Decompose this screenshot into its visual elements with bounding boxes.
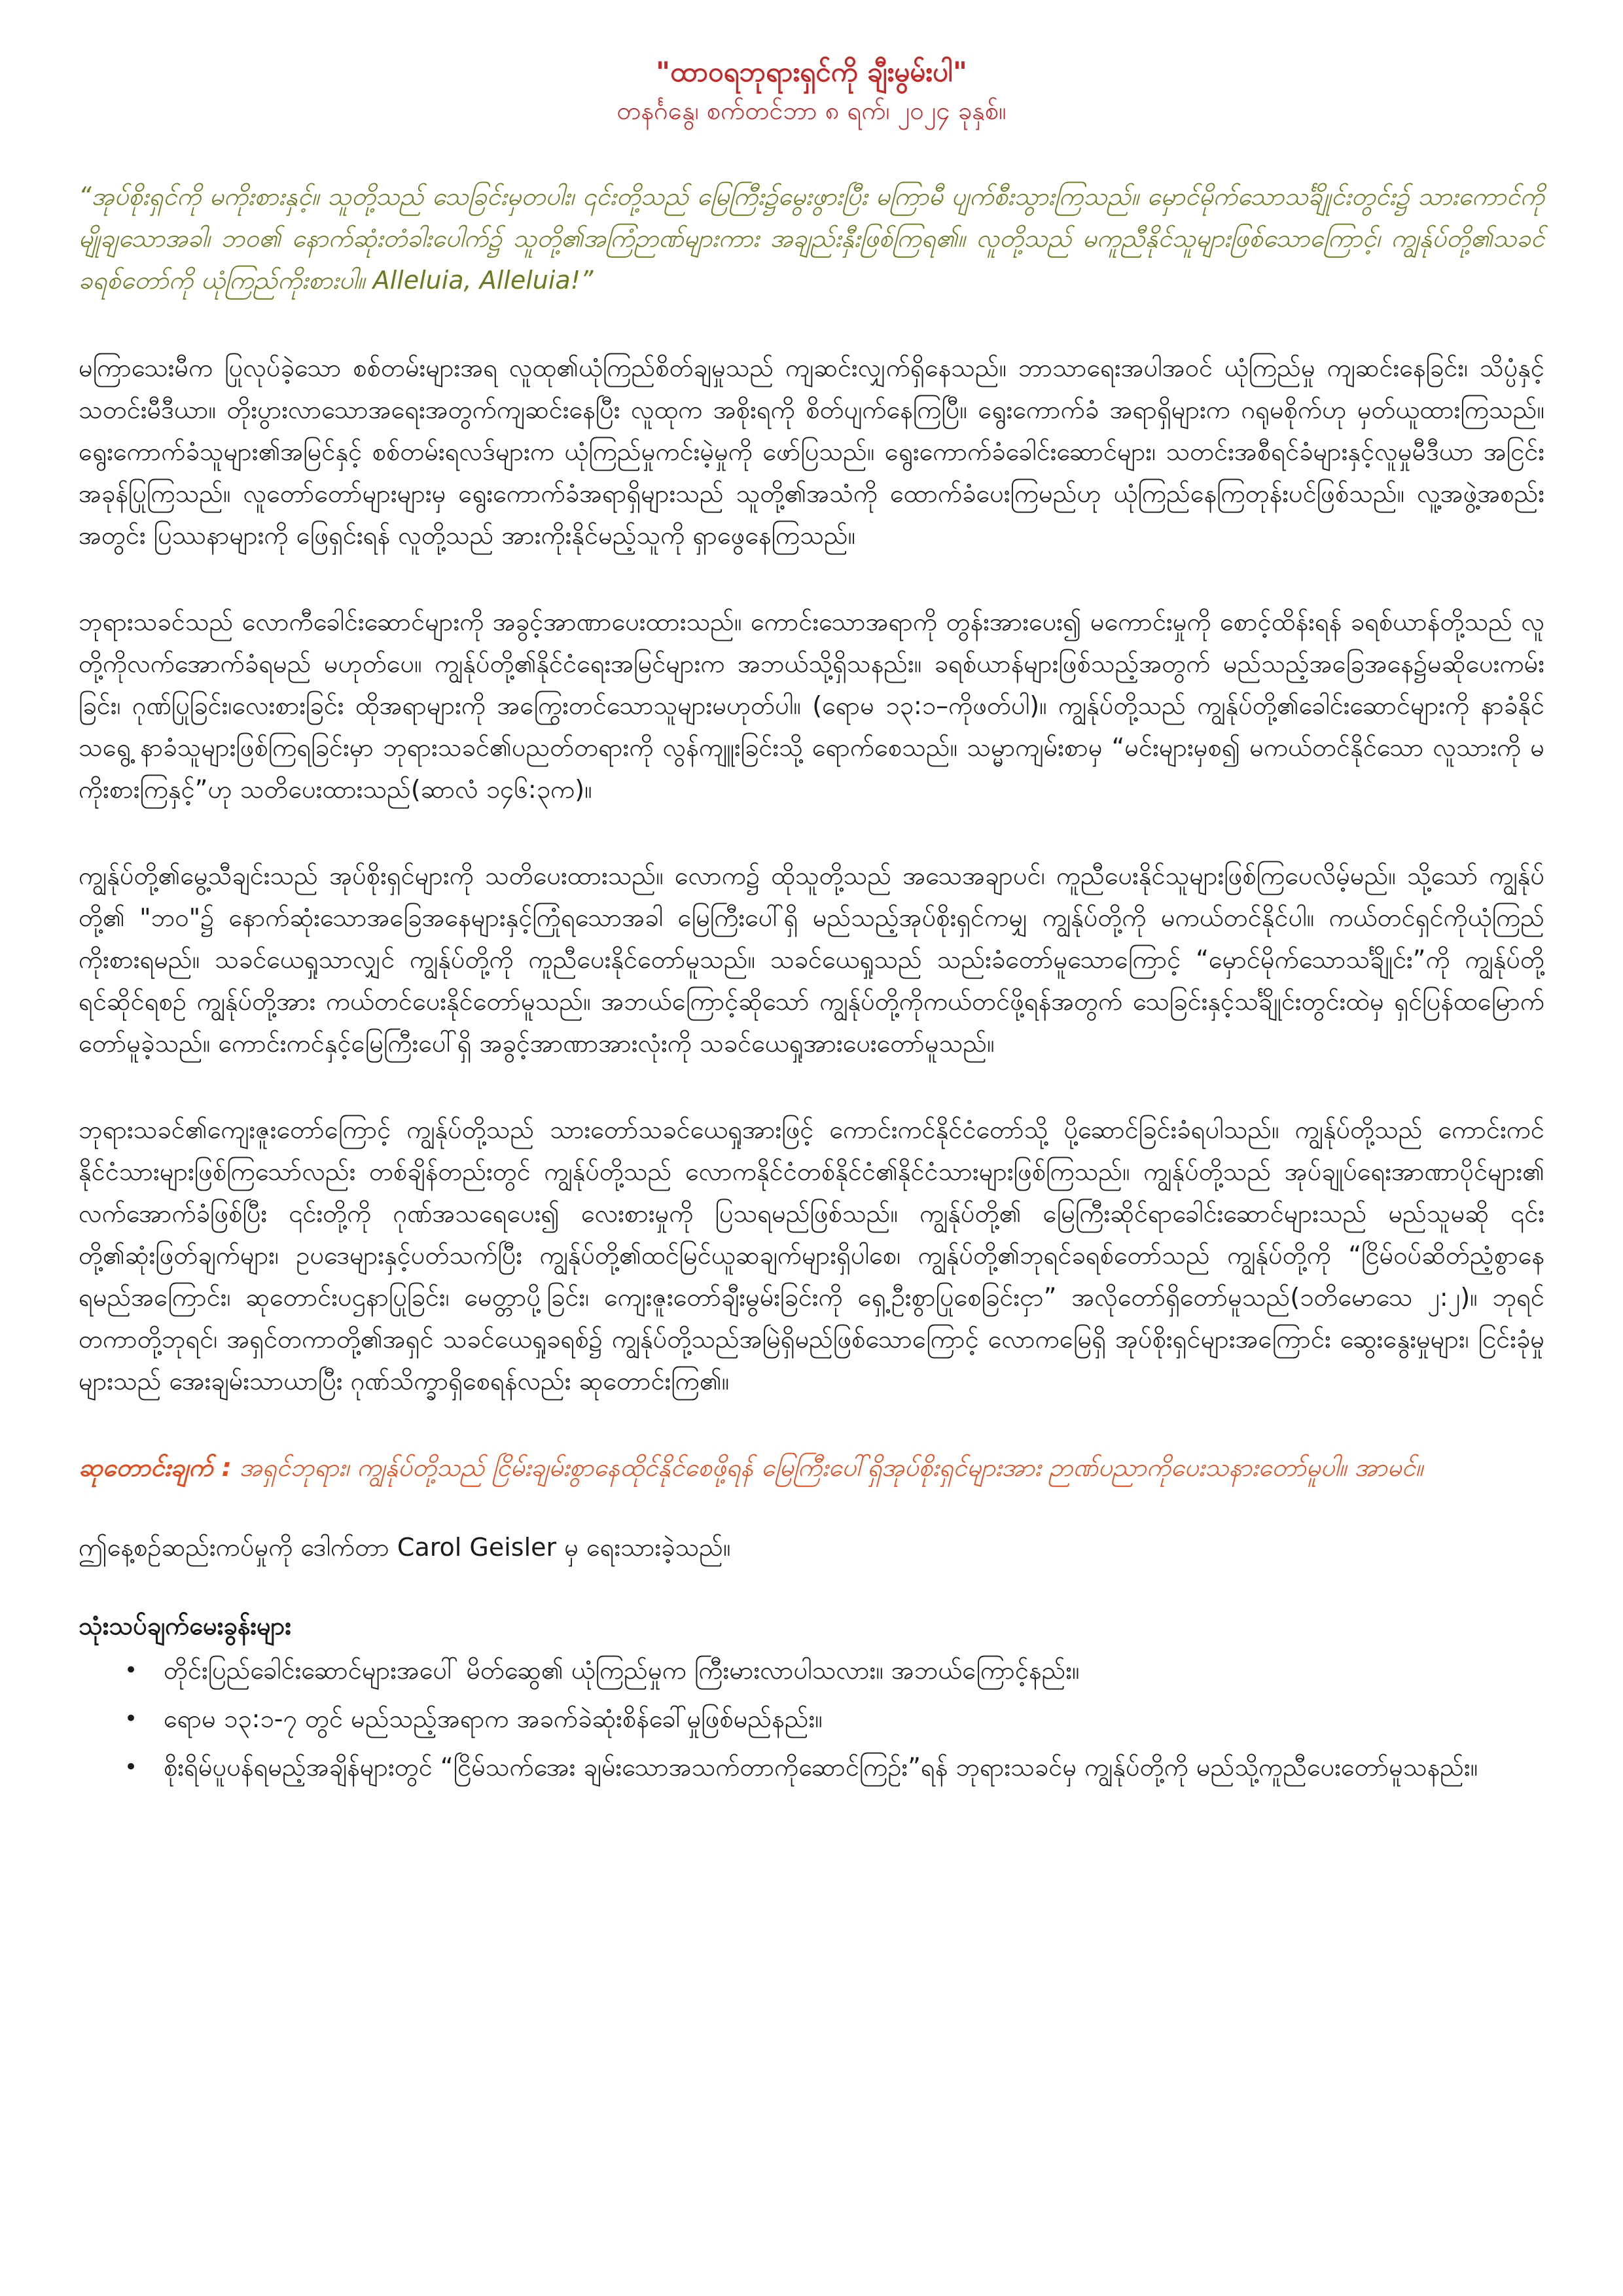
questions-title: သုံးသပ်ချက်မေးခွန်းများ	[79, 1611, 292, 1640]
bullet-icon: •	[124, 1657, 138, 1683]
bullet-icon: •	[124, 1754, 138, 1780]
question-text: တိုင်းပြည်ခေါင်းဆောင်များအပေါ် မိတ်ဆွေ၏ ယုံကြည်မှုက ကြီးမားလာပါသလား။ အဘယ်ကြောင့်နည်း။	[164, 1656, 1080, 1685]
question-item	[124, 1699, 1544, 1738]
prayer-text: အရှင်ဘုရား၊ ကျွန်ုပ်တို့သည် ငြိမ်းချမ်းစွာနေထိုင်နိုင်စေဖို့ရန် မြေကြီးပေါ်ရှိအုပ်စိုးရှင်များအား ဉာဏ်ပညာကိုပေးသနားတော်မူပါ။ အာမင်။	[231, 1453, 1423, 1482]
scripture-quote: “အုပ်စိုးရှင်ကို မကိုးစားနှင့်။ သူတို့သည် သေခြင်းမှတပါး၊ ၎င်းတို့သည် မြေကြီး၌မွေးဖွားပြီး မကြာမီ ပျက်စီးသွားကြသည်။ မှောင်မိုက်သောသင်္ချိုင်းတွင်း၌ သားကောင်ကို မျိုချသောအခါ၊ ဘဝ၏ နောက်ဆုံးတံခါးပေါက်၌ သူတို့၏အကြံဉာဏ်များကား အချည်းနှီးဖြစ်ကြရ၏။ လူတို့သည် မကူညီနိုင်သူများဖြစ်သောကြောင့်၊ ကျွန်ုပ်တို့၏သခင်ခရစ်တော်ကို ယုံကြည်ကိုးစားပါ။ Alleluia, Alleluia!”	[79, 182, 1544, 295]
author-note: ဤနေ့စဉ်ဆည်းကပ်မှုကို ဒေါက်တာ Carol Geisler မှ ရေးသားခဲ့သည်။	[79, 1533, 731, 1562]
body-paragraph-4: ဘုရားသခင်၏ကျေးဇူးတော်ကြောင့် ကျွန်ုပ်တို့သည် သားတော်သခင်ယေရှုအားဖြင့် ကောင်းကင်နိုင်ငံတော်သို့ ပို့ဆောင်ခြင်းခံရပါသည်။ ကျွန်ုပ်တို့သည် ကောင်းကင်နိုင်ငံသားများဖြစ်ကြသော်လည်း တစ်ချိန်တည်းတွင် ကျွန်ုပ်တို့သည် လောကနိုင်ငံတစ်နိုင်ငံ၏နိုင်ငံသားများဖြစ်ကြသည်။ ကျွန်ုပ်တို့သည် အုပ်ချုပ်ရေးအာဏာပိုင်များ၏ လက်အောက်ခံဖြစ်ပြီး ၎င်းတို့ကို ဂုဏ်အသရေပေး၍ လေးစားမှုကို ပြသရမည်ဖြစ်သည်။ ကျွန်ုပ်တို့၏ မြေကြီးဆိုင်ရာခေါင်းဆောင်များသည် မည်သူမဆို ၎င်းတို့၏ဆုံးဖြတ်ချက်များ၊ ဥပဒေများနှင့်ပတ်သက်ပြီး ကျွန်ုပ်တို့၏ထင်မြင်ယူဆချက်များရှိပါစေ၊ ကျွန်ုပ်တို့၏ဘုရင်ခရစ်တော်သည် ကျွန်ုပ်တို့ကို “ငြိမ်ဝပ်ဆိတ်ညံ့စွာနေရမည်အကြောင်း၊ ဆုတောင်းပဌနာပြုခြင်း၊ မေတ္တာပို့ခြင်း၊ ကျေးဇူးတော်ချီးမွမ်းခြင်းကို ရှေ့ဦးစွာပြုစေခြင်းငှာ” အလိုတော်ရှိတော်မူသည်(၁တိမောသေ ၂:၂)။ ဘုရင်တကာတို့ဘုရင်၊ အရှင်တကာတို့၏အရှင် သခင်ယေရှုခရစ်၌ ကျွန်ုပ်တို့သည်အမြဲရှိမည်ဖြစ်သောကြောင့် လောကမြေရှိ အုပ်စိုးရှင်များအကြောင်း ဆွေးနွေးမှုများ၊ ငြင်းခုံမှုများသည် အေးချမ်းသာယာပြီး ဂုဏ်သိက္ခာရှိစေရန်လည်း ဆုတောင်းကြ၏။	[79, 1115, 1544, 1395]
prayer-label: ဆုတောင်းချက် :	[79, 1453, 232, 1482]
question-text: စိုးရိမ်ပူပန်ရမည့်အချိန်များတွင် “ငြိမ်သက်အေး ချမ်းသောအသက်တာကိုဆောင်ကြဉ်း”ရန် ဘုရားသခင်မှ ကျွန်ုပ်တို့ကို မည်သို့ကူညီပေးတော်မူသနည်း။	[164, 1753, 1478, 1782]
question-text: ရောမ ၁၃:၁-၇ တွင် မည်သည့်အရာက အခက်ခဲဆုံးစိန်ခေါ်မှုဖြစ်မည်နည်း။	[164, 1704, 823, 1733]
bullet-icon: •	[124, 1706, 138, 1732]
questions-list	[79, 1651, 1544, 1787]
body-paragraph-2: ဘုရားသခင်သည် လောကီခေါင်းဆောင်များကို အခွင့်အာဏာပေးထားသည်။ ကောင်းသောအရာကို တွန်းအားပေး၍ မကောင်းမှုကို စောင့်ထိန်းရန် ခရစ်ယာန်တို့သည် လူတို့ကိုလက်အောက်ခံရမည် မဟုတ်ပေ။ ကျွန်ုပ်တို့၏နိုင်ငံရေးအမြင်များက အဘယ်သို့ရှိသနည်း။ ခရစ်ယာန်များဖြစ်သည့်အတွက် မည်သည့်အခြေအနေ၌မဆိုပေးကမ်းခြင်း၊ ဂုဏ်ပြုခြင်း၊လေးစားခြင်း ထိုအရာများကို အကြွေးတင်သောသူများမဟုတ်ပါ။ (ရောမ ၁၃:၁–ကိုဖတ်ပါ)။ ကျွန်ုပ်တို့သည် ကျွန်ုပ်တို့၏ခေါင်းဆောင်များကို နာခံနိုင်သရွေ့ နာခံသူများဖြစ်ကြရခြင်းမှာ ဘုရားသခင်၏ပညတ်တရားကို လွန်ကျူးခြင်းသို့ ရောက်စေသည်။ သမ္မာကျမ်းစာမှ “မင်းများမှစ၍ မကယ်တင်နိုင်သော လူသားကို မကိုးစားကြနှင့်”ဟု သတိပေးထားသည်(ဆာလံ ၁၄၆:၃က)။	[79, 607, 1544, 804]
question-item	[124, 1748, 1544, 1787]
page-title: "ထာဝရဘုရားရှင်ကို ချီးမွမ်းပါ"	[656, 56, 967, 88]
body-paragraph-3: ကျွန်ုပ်တို့၏မွေ့သီချင်းသည် အုပ်စိုးရှင်များကို သတိပေးထားသည်။ လောက၌ ထိုသူတို့သည် အသေအချာပင်၊ ကူညီပေးနိုင်သူများဖြစ်ကြပေလိမ့်မည်။ သို့သော် ကျွန်ုပ်တို့၏ "ဘဝ"၌ နောက်ဆုံးသောအခြေအနေများနှင့်ကြုံရသောအခါ မြေကြီးပေါ်ရှိ မည်သည့်အုပ်စိုးရှင်ကမျှ ကျွန်ုပ်တို့ကို မကယ်တင်နိုင်ပါ။ ကယ်တင်ရှင်ကိုယုံကြည်ကိုးစားရမည်။ သခင်ယေရှုသာလျှင် ကျွန်ုပ်တို့ကို ကူညီပေးနိုင်တော်မူသည်။ သခင်ယေရှုသည် သည်းခံတော်မူသောကြောင့် “မှောင်မိုက်သောသင်္ချိုင်း”ကို ကျွန်ုပ်တို့ရင်ဆိုင်ရစဉ် ကျွန်ုပ်တို့အား ကယ်တင်ပေးနိုင်တော်မူသည်။ အဘယ်ကြောင့်ဆိုသော် ကျွန်ုပ်တို့ကိုကယ်တင်ဖို့ရန်အတွက် သေခြင်းနှင့်သင်္ချိုင်းတွင်းထဲမှ ရှင်ပြန်ထမြောက်တော်မူခဲ့သည်။ ကောင်းကင်နှင့်မြေကြီးပေါ်ရှိ အခွင့်အာဏာအားလုံးကို သခင်ယေရှုအားပေးတော်မူသည်။	[79, 861, 1544, 1058]
prayer	[79, 1446, 1544, 1488]
question-item	[124, 1651, 1544, 1690]
date-line: တနင်္ဂနွေ၊ စက်တင်ဘာ ၈ ရက်၊ ၂၀၂၄ ခုနှစ်။	[616, 96, 1007, 125]
body-paragraph-1: မကြာသေးမီက ပြုလုပ်ခဲ့သော စစ်တမ်းများအရ လူထု၏ယုံကြည်စိတ်ချမှုသည် ကျဆင်းလျှက်ရှိနေသည်။ ဘာသာရေးအပါအဝင် ယုံကြည်မှု ကျဆင်းနေခြင်း၊ သိပ္ပံနှင့်သတင်းမီဒီယာ။ တိုးပွားလာသောအရေးအတွက်ကျဆင်းနေပြီး လူထုက အစိုးရကို စိတ်ပျက်နေကြပြီ။ ရွေးကောက်ခံ အရာရှိများက ဂရုမစိုက်ဟု မှတ်ယူထားကြသည်။ ရွေးကောက်ခံသူများ၏အမြင်နှင့် စစ်တမ်းရလဒ်များက ယုံကြည်မှုကင်းမဲ့မှုကို ဖော်ပြသည်။ ရွေးကောက်ခံခေါင်းဆောင်များ၊ သတင်းအစီရင်ခံများနှင့်လူမှုမီဒီယာ အငြင်းအခုန်ပြုကြသည်။ လူတော်တော်များများမှ ရွေးကောက်ခံအရာရှိများသည် သူတို့၏အသံကို ထောက်ခံပေးကြမည်ဟု ယုံကြည်နေကြတုန်းပင်ဖြစ်သည်။ လူ့အဖွဲ့အစည်းအတွင်း ပြဿနာများကို ဖြေရှင်းရန် လူတို့သည် အားကိုးနိုင်မည့်သူကို ရှာဖွေနေကြသည်။	[79, 353, 1544, 550]
